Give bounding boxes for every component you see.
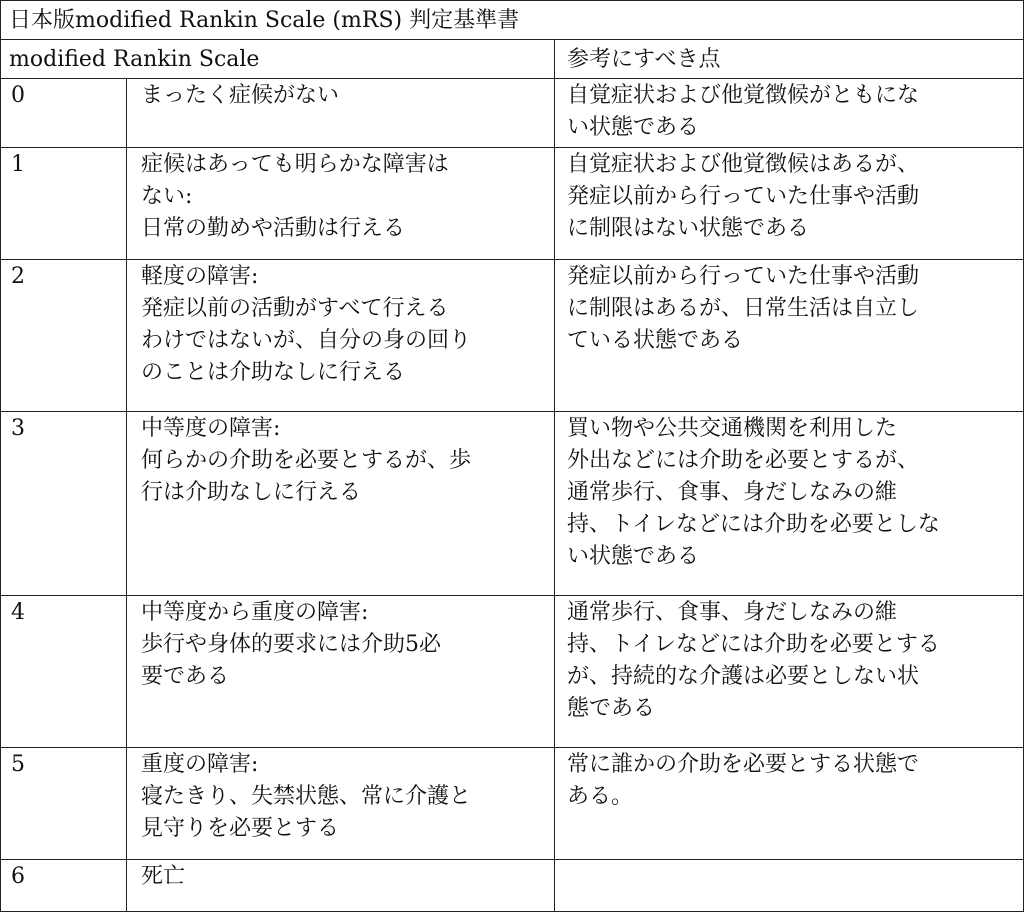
table-row-grade-6 xyxy=(1,860,1024,912)
table-row-grade-1 xyxy=(1,148,1024,260)
grade-cell: 0 xyxy=(1,79,127,148)
grade-cell: 1 xyxy=(1,148,127,260)
description-cell: 重度の障害: 寝たきり、失禁状態、常に介護と 見守りを必要とする xyxy=(127,748,555,860)
description-cell: 死亡 xyxy=(127,860,555,912)
reference-cell: 買い物や公共交通機関を利用した 外出などには介助を必要とするが、 通常歩行、食事、身だしなみの維 持、トイレなどには介助を必要としな い状態である xyxy=(555,412,1024,596)
description-cell: 中等度から重度の障害: 歩行や身体的要求には介助5必 要である xyxy=(127,596,555,748)
table-row-grade-5 xyxy=(1,748,1024,860)
grade-cell: 6 xyxy=(1,860,127,912)
description-cell: 症候はあっても明らかな障害は ない: 日常の勤めや活動は行える xyxy=(127,148,555,260)
description-cell: 軽度の障害: 発症以前の活動がすべて行える わけではないが、自分の身の回り のことは介助なしに行える xyxy=(127,260,555,412)
table-title: 日本版modified Rankin Scale (mRS) 判定基準書 xyxy=(1,1,1024,40)
grade-cell: 5 xyxy=(1,748,127,860)
grade-cell: 4 xyxy=(1,596,127,748)
description-cell: 中等度の障害: 何らかの介助を必要とするが、歩 行は介助なしに行える xyxy=(127,412,555,596)
reference-cell: 常に誰かの介助を必要とする状態で ある。 xyxy=(555,748,1024,860)
title-row xyxy=(1,1,1024,40)
header-row xyxy=(1,40,1024,79)
reference-cell: 通常歩行、食事、身だしなみの維 持、トイレなどには介助を必要とする が、持続的な介護は必要としない状 態である xyxy=(555,596,1024,748)
reference-cell: 発症以前から行っていた仕事や活動 に制限はあるが、日常生活は自立し ている状態である xyxy=(555,260,1024,412)
table-row-grade-4 xyxy=(1,596,1024,748)
grade-cell: 2 xyxy=(1,260,127,412)
table-row-grade-2 xyxy=(1,260,1024,412)
scale-column-header: modified Rankin Scale xyxy=(1,40,555,79)
grade-cell: 3 xyxy=(1,412,127,596)
description-cell: まったく症候がない xyxy=(127,79,555,148)
table-row-grade-3 xyxy=(1,412,1024,596)
reference-cell xyxy=(555,860,1024,912)
reference-cell: 自覚症状および他覚徴候がともにな い状態である xyxy=(555,79,1024,148)
reference-cell: 自覚症状および他覚徴候はあるが、 発症以前から行っていた仕事や活動 に制限はない状態である xyxy=(555,148,1024,260)
table-row-grade-0 xyxy=(1,79,1024,148)
reference-column-header: 参考にすべき点 xyxy=(555,40,1024,79)
